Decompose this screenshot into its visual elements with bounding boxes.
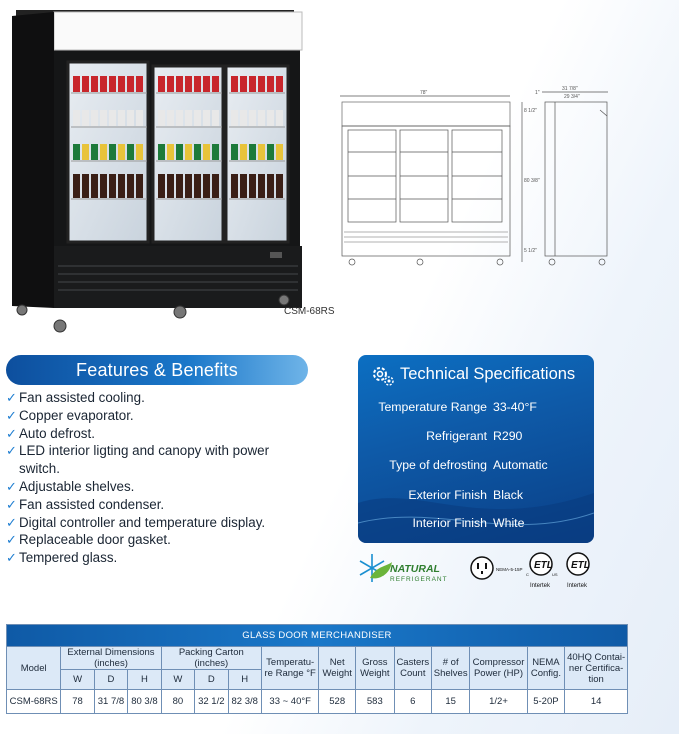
etl-logo-2 (567, 553, 590, 589)
product-item (231, 76, 238, 92)
cell-compressor: 1/2+ (470, 690, 527, 714)
cell-packing-width: 80 (161, 690, 194, 714)
product-item (118, 76, 125, 92)
header-depth: D (94, 670, 127, 690)
header-nema-config: NEMA Config. (527, 647, 565, 690)
certification-logos (358, 548, 658, 592)
product-item (194, 144, 201, 160)
product-item (249, 76, 256, 92)
product-item (267, 174, 274, 198)
height-dimension: 80 3/8" (524, 178, 540, 184)
header-packing-carton: Packing Carton (inches) (161, 647, 261, 670)
product-item (267, 76, 274, 92)
product-item (91, 174, 98, 198)
depth-dimension-outer: 31 7/8" (562, 86, 578, 92)
cell-packing-depth: 32 1/2 (195, 690, 228, 714)
depth-dimension-inner: 29 3/4" (564, 94, 580, 100)
spec-label: Type of defrosting (389, 458, 487, 472)
product-item (212, 110, 219, 126)
checkmark-icon: ✓ (6, 425, 17, 441)
checkmark-icon: ✓ (6, 496, 17, 512)
checkmark-icon: ✓ (6, 407, 17, 423)
product-item (258, 174, 265, 198)
feature-text: Fan assisted condenser. (19, 496, 165, 512)
header-casters-count: Casters Count (394, 647, 431, 690)
feature-text: Adjustable shelves. (19, 478, 135, 494)
product-item (231, 144, 238, 160)
product-item (73, 144, 80, 160)
feature-item (6, 514, 326, 532)
product-item (249, 144, 256, 160)
c-mark: C (526, 572, 529, 577)
checkmark-icon: ✓ (6, 478, 17, 494)
product-item (240, 174, 247, 198)
cell-gross-weight: 583 (355, 690, 394, 714)
product-item (176, 110, 183, 126)
cell-container: 14 (565, 690, 628, 714)
header-width: W (61, 670, 94, 690)
product-item (167, 144, 174, 160)
product-item (127, 110, 134, 126)
product-item (158, 76, 165, 92)
cell-casters: 6 (394, 690, 431, 714)
feature-text: Tempered glass. (19, 550, 118, 566)
checkmark-icon: ✓ (6, 514, 17, 530)
cell-width: 78 (61, 690, 94, 714)
etl-text: ETL (571, 560, 590, 571)
table-row (7, 690, 628, 714)
header-net-weight: Net Weight (319, 647, 356, 690)
spec-value: Automatic (493, 458, 548, 472)
product-item (203, 174, 210, 198)
width-dimension: 78" (420, 90, 428, 96)
product-item (118, 110, 125, 126)
product-item (276, 174, 283, 198)
product-item (73, 76, 80, 92)
product-item (258, 76, 265, 92)
model-caption: CSM-68RS (284, 306, 335, 317)
canopy-dimension: 8 1/2" (524, 108, 537, 114)
product-item (203, 76, 210, 92)
product-item (258, 110, 265, 126)
product-item (185, 174, 192, 198)
checkmark-icon: ✓ (6, 443, 17, 459)
tech-specs-card (358, 355, 594, 543)
product-item (276, 76, 283, 92)
product-item (127, 144, 134, 160)
feature-item (6, 496, 326, 514)
product-item (194, 174, 201, 198)
product-item (100, 144, 107, 160)
product-item (91, 110, 98, 126)
product-item (82, 144, 89, 160)
product-item (109, 110, 116, 126)
product-item (136, 76, 143, 92)
product-item (109, 174, 116, 198)
product-item (158, 110, 165, 126)
product-item (231, 174, 238, 198)
spec-value: Black (493, 488, 524, 502)
checkmark-icon: ✓ (6, 550, 17, 566)
product-item (176, 76, 183, 92)
product-item (240, 76, 247, 92)
product-item (276, 110, 283, 126)
feature-item (6, 425, 326, 443)
product-item (167, 110, 174, 126)
header-container-certification: 40HQ Contai-ner Certifica-tion (565, 647, 628, 690)
header-temperature-range: Temperatu-re Range °F (261, 647, 318, 690)
specs-title: Technical Specifications (400, 365, 576, 383)
product-item (91, 76, 98, 92)
checkmark-icon: ✓ (6, 532, 17, 548)
cell-nema: 5-20P (527, 690, 565, 714)
product-item (176, 144, 183, 160)
spec-value: R290 (493, 429, 523, 443)
product-item (185, 110, 192, 126)
product-item (258, 144, 265, 160)
product-item (194, 110, 201, 126)
product-item (267, 110, 274, 126)
product-item (185, 76, 192, 92)
product-item (240, 110, 247, 126)
product-item (82, 76, 89, 92)
nema-plug-logo (471, 557, 523, 579)
cell-shelves: 15 (431, 690, 469, 714)
product-item (212, 174, 219, 198)
product-item (73, 110, 80, 126)
spec-label: Refrigerant (426, 429, 487, 443)
spec-value: 33-40°F (493, 400, 537, 414)
header-compressor-power: Compressor Power (HP) (470, 647, 527, 690)
cell-temperature: 33 ~ 40°F (261, 690, 318, 714)
product-item (127, 174, 134, 198)
us-mark: US (552, 572, 558, 577)
cell-depth: 31 7/8 (94, 690, 127, 714)
feature-item (6, 478, 326, 496)
base-dimension: 5 1/2" (524, 248, 537, 254)
spec-value: White (493, 516, 525, 530)
refrigerant-text: REFRIGERANT (390, 576, 448, 583)
spec-label: Interior Finish (412, 516, 487, 530)
table-title: GLASS DOOR MERCHANDISER (7, 625, 628, 647)
product-item (136, 144, 143, 160)
features-list (6, 389, 326, 567)
spec-label: Exterior Finish (408, 488, 487, 502)
product-item (203, 110, 210, 126)
feature-text: LED interior ligting and canopy with power (19, 443, 270, 459)
product-item (167, 76, 174, 92)
product-item (158, 174, 165, 198)
feature-text: switch. (19, 461, 60, 477)
product-item (240, 144, 247, 160)
specs-wave-decoration (358, 473, 594, 543)
nema-text: NEMA-5-15P (496, 567, 523, 572)
cell-net-weight: 528 (319, 690, 356, 714)
spec-label: Temperature Range (378, 400, 487, 414)
product-item (118, 144, 125, 160)
cell-packing-height: 82 3/8 (228, 690, 261, 714)
product-item (136, 174, 143, 198)
feature-text: Copper evaporator. (19, 407, 134, 423)
gear-icon (370, 363, 396, 389)
header-packing-height: H (228, 670, 261, 690)
product-item (158, 144, 165, 160)
feature-item (6, 549, 326, 567)
product-item (118, 174, 125, 198)
product-item (127, 76, 134, 92)
header-shelves: # of Shelves (431, 647, 469, 690)
feature-item (6, 442, 326, 460)
header-height: H (128, 670, 161, 690)
feature-item (6, 389, 326, 407)
product-item (82, 174, 89, 198)
feature-item (6, 407, 326, 425)
product-item (109, 144, 116, 160)
product-item (100, 110, 107, 126)
side-dimension: 1" (535, 90, 540, 96)
product-item (194, 76, 201, 92)
dimension-drawing (330, 82, 675, 282)
product-item (249, 110, 256, 126)
product-item (167, 174, 174, 198)
etl-text: ETL (534, 560, 553, 571)
feature-text: Fan assisted cooling. (19, 390, 145, 405)
natural-text: NATURAL (390, 563, 440, 575)
feature-text: Digital controller and temperature display. (19, 514, 266, 530)
product-item (231, 110, 238, 126)
header-model: Model (7, 647, 61, 690)
product-item (249, 174, 256, 198)
spec-table (6, 624, 628, 714)
intertek-text: Intertek (530, 583, 551, 589)
features-banner: Features & Benefits (6, 355, 308, 385)
feature-text: Auto defrost. (19, 425, 95, 441)
product-item (276, 144, 283, 160)
feature-item (6, 531, 326, 549)
cell-height: 80 3/8 (128, 690, 161, 714)
product-item (82, 110, 89, 126)
product-item (267, 144, 274, 160)
etl-logo-1 (526, 553, 558, 589)
product-item (176, 174, 183, 198)
product-photo (8, 8, 308, 338)
product-item (185, 144, 192, 160)
header-packing-depth: D (195, 670, 228, 690)
header-gross-weight: Gross Weight (355, 647, 394, 690)
natural-refrigerant-logo (360, 554, 448, 583)
feature-text: Replaceable door gasket. (19, 532, 171, 548)
intertek-text: Intertek (567, 583, 588, 589)
header-external-dimensions: External Dimensions (inches) (61, 647, 161, 670)
product-item (73, 174, 80, 198)
product-item (100, 76, 107, 92)
product-item (100, 174, 107, 198)
cell-model: CSM-68RS (7, 690, 61, 714)
feature-item (6, 460, 326, 478)
product-item (212, 76, 219, 92)
product-item (136, 110, 143, 126)
product-item (91, 144, 98, 160)
header-packing-width: W (161, 670, 194, 690)
product-item (109, 76, 116, 92)
product-item (203, 144, 210, 160)
checkmark-icon: ✓ (6, 390, 17, 405)
product-item (212, 144, 219, 160)
